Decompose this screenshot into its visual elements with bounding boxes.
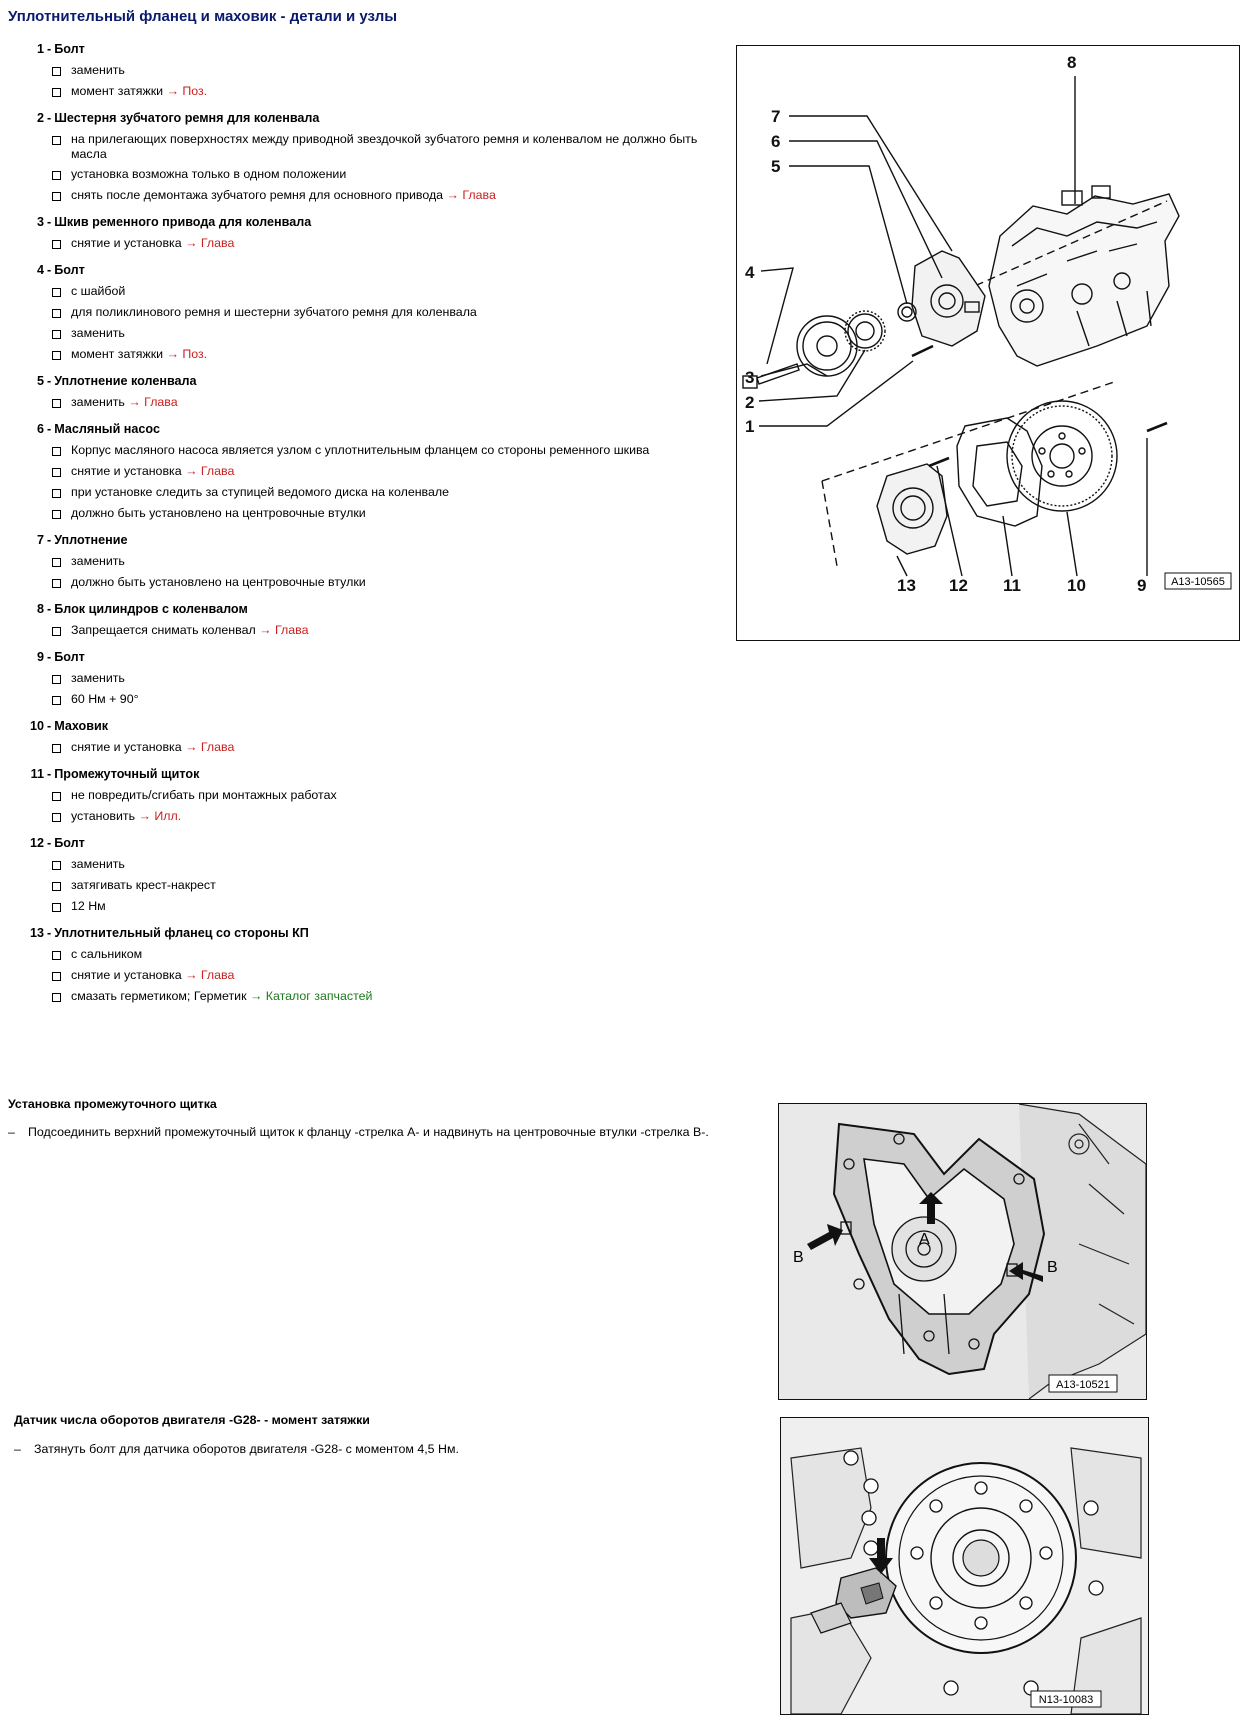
callout-10: 10 — [1067, 576, 1086, 595]
part-number: 8 — [36, 602, 44, 616]
part-heading — [0, 717, 720, 735]
part-note — [0, 132, 720, 162]
part-note — [0, 236, 720, 252]
part-title: Масляный насос — [54, 422, 160, 436]
checkbox-bullet-icon — [52, 675, 61, 684]
part-note-content — [71, 63, 125, 78]
part-note-text: Корпус масляного насоса является узлом с уплотнительным фланцем со стороны ременного шкива — [71, 443, 650, 457]
part-note — [0, 878, 720, 894]
part-separator: - — [47, 111, 52, 125]
checkbox-bullet-icon — [52, 136, 61, 145]
part-title: Уплотнение коленвала — [54, 374, 197, 388]
part-item — [0, 531, 720, 591]
part-heading — [0, 600, 720, 618]
reference-link[interactable]: → Поз. — [166, 347, 208, 361]
label-b-left: B — [793, 1249, 804, 1266]
callout-11: 11 — [1003, 576, 1021, 595]
callout-8: 8 — [1067, 53, 1077, 72]
part-note — [0, 84, 720, 100]
part-note-text: снятие и установка — [71, 968, 182, 982]
part-heading — [0, 261, 720, 279]
checkbox-bullet-icon — [52, 171, 61, 180]
part-heading — [0, 648, 720, 666]
part-note-text: с шайбой — [71, 284, 126, 298]
part-item — [0, 213, 720, 252]
part-number: 5 — [36, 374, 44, 388]
part-note-text: не повредить/сгибать при монтажных работах — [71, 788, 337, 802]
part-heading — [0, 924, 720, 942]
checkbox-bullet-icon — [52, 813, 61, 822]
reference-link[interactable]: → Глава — [185, 740, 235, 754]
part-note-content — [71, 878, 216, 893]
shield-section-heading: Установка промежуточного щитка — [8, 1097, 217, 1111]
checkbox-bullet-icon — [52, 744, 61, 753]
part-separator: - — [47, 263, 52, 277]
part-separator: - — [47, 533, 52, 547]
part-note — [0, 167, 720, 183]
checkbox-bullet-icon — [52, 696, 61, 705]
part-item — [0, 834, 720, 915]
part-note-content — [71, 443, 649, 458]
part-item — [0, 261, 720, 363]
part-title: Уплотнительный фланец со стороны КП — [54, 926, 309, 940]
reference-link[interactable]: → Глава — [446, 188, 496, 202]
part-separator: - — [47, 836, 52, 850]
part-title: Шкив ременного привода для коленвала — [54, 215, 312, 229]
part-note-content — [71, 506, 366, 521]
part-note-text: должно быть установлено на центровочные втулки — [71, 506, 366, 520]
part-note-content — [71, 671, 125, 686]
checkbox-bullet-icon — [52, 67, 61, 76]
part-number: 11 — [30, 767, 44, 781]
part-note-text: снятие и установка — [71, 236, 182, 250]
callout-6: 6 — [771, 132, 781, 151]
part-separator: - — [47, 767, 52, 781]
part-title: Уплотнение — [54, 533, 128, 547]
reference-link[interactable]: → Глава — [185, 464, 235, 478]
part-heading — [0, 420, 720, 438]
part-number: 2 — [36, 111, 44, 125]
callout-5: 5 — [771, 157, 781, 176]
part-heading — [0, 109, 720, 127]
checkbox-bullet-icon — [52, 792, 61, 801]
part-separator: - — [47, 42, 52, 56]
part-note-content — [71, 989, 372, 1004]
part-note-content — [71, 188, 496, 203]
part-note-content — [71, 84, 207, 99]
checkbox-bullet-icon — [52, 468, 61, 477]
part-item — [0, 109, 720, 204]
part-title: Болт — [54, 263, 85, 277]
sensor-instruction-text: Затянуть болт для датчика оборотов двигателя -G28- с моментом 4,5 Нм. — [34, 1442, 459, 1456]
part-title: Болт — [54, 836, 85, 850]
part-note — [0, 809, 720, 825]
figure3-code: N13-10083 — [1038, 1694, 1094, 1706]
part-item — [0, 420, 720, 522]
part-heading — [0, 531, 720, 549]
part-title: Промежуточный щиток — [54, 767, 200, 781]
part-note — [0, 575, 720, 591]
part-separator: - — [47, 926, 52, 940]
part-note-text: Запрещается снимать коленвал — [71, 623, 256, 637]
part-note — [0, 443, 720, 459]
checkbox-bullet-icon — [52, 882, 61, 891]
part-note — [0, 947, 720, 963]
reference-link[interactable]: → Глава — [128, 395, 178, 409]
part-note-text: заменить — [71, 326, 125, 340]
exploded-view-figure — [736, 45, 1240, 641]
part-note-content — [71, 485, 449, 500]
callout-9: 9 — [1137, 576, 1147, 595]
part-note — [0, 788, 720, 804]
part-note-text: смазать герметиком; Герметик — [71, 989, 247, 1003]
callout-2: 2 — [745, 393, 755, 412]
part-heading — [0, 834, 720, 852]
callout-13: 13 — [897, 576, 916, 595]
part-note-text: при установке следить за ступицей ведомого диска на коленвале — [71, 485, 450, 499]
part-note-content — [71, 575, 366, 590]
sensor-section-heading: Датчик числа оборотов двигателя -G28- - момент затяжки — [14, 1413, 370, 1427]
part-number: 1 — [36, 42, 44, 56]
part-number: 3 — [36, 215, 44, 229]
part-note-text: заменить — [71, 857, 125, 871]
checkbox-bullet-icon — [52, 309, 61, 318]
checkbox-bullet-icon — [52, 627, 61, 636]
part-number: 13 — [29, 926, 44, 940]
part-heading — [0, 40, 720, 58]
part-heading — [0, 213, 720, 231]
checkbox-bullet-icon — [52, 510, 61, 519]
part-note-text: 12 Нм — [71, 899, 106, 913]
checkbox-bullet-icon — [52, 330, 61, 339]
part-number: 12 — [29, 836, 44, 850]
part-note-text: с сальником — [71, 947, 143, 961]
checkbox-bullet-icon — [52, 240, 61, 249]
reference-link[interactable]: → Глава — [259, 623, 309, 637]
label-a: A — [919, 1231, 930, 1248]
part-heading — [0, 765, 720, 783]
part-note-content — [71, 809, 181, 824]
part-note-text: момент затяжки — [71, 347, 164, 361]
speed-sensor-figure — [780, 1417, 1149, 1715]
part-note-content — [71, 326, 125, 341]
part-separator: - — [47, 374, 52, 388]
checkbox-bullet-icon — [52, 861, 61, 870]
part-item — [0, 765, 720, 825]
checkbox-bullet-icon — [52, 993, 61, 1002]
part-note — [0, 671, 720, 687]
part-note-text: должно быть установлено на центровочные втулки — [71, 575, 366, 589]
dash-marker: – — [14, 1442, 21, 1456]
part-note — [0, 692, 720, 708]
part-note-text: заменить — [71, 395, 125, 409]
dash-marker: – — [8, 1125, 15, 1139]
part-title: Болт — [54, 42, 85, 56]
part-note-text: снять после демонтажа зубчатого ремня для основного привода — [71, 188, 444, 202]
page-title: Уплотнительный фланец и маховик - детали и узлы — [8, 8, 398, 25]
part-note — [0, 989, 720, 1005]
part-note-content — [71, 236, 234, 251]
speed-sensor-drawing — [781, 1418, 1148, 1714]
callout-4: 4 — [745, 263, 755, 282]
part-note — [0, 464, 720, 480]
part-separator: - — [47, 719, 52, 733]
part-note-content — [71, 968, 234, 983]
callout-7: 7 — [771, 107, 781, 126]
callout-1: 1 — [745, 417, 755, 436]
part-note-text: установка возможна только в одном положении — [71, 167, 347, 181]
part-item — [0, 40, 720, 100]
part-separator: - — [47, 650, 52, 664]
part-note-content — [71, 899, 106, 914]
part-number: 9 — [36, 650, 44, 664]
part-note-content — [71, 284, 125, 299]
checkbox-bullet-icon — [52, 558, 61, 567]
part-note — [0, 899, 720, 915]
shield-instruction — [8, 1125, 768, 1139]
part-note-content — [71, 623, 308, 638]
figure2-code: A13-10521 — [1056, 1379, 1110, 1391]
part-note-text: заменить — [71, 671, 125, 685]
part-note — [0, 326, 720, 342]
reference-link[interactable]: → Глава — [185, 968, 235, 982]
part-note — [0, 305, 720, 321]
part-title: Шестерня зубчатого ремня для коленвала — [54, 111, 320, 125]
part-note — [0, 63, 720, 79]
part-item — [0, 372, 720, 411]
part-note-content — [71, 347, 207, 362]
part-separator: - — [47, 422, 52, 436]
exploded-view-drawing — [737, 46, 1239, 640]
part-item — [0, 924, 720, 1005]
checkbox-bullet-icon — [52, 972, 61, 981]
part-note — [0, 347, 720, 363]
callout-3: 3 — [745, 368, 755, 387]
part-note-text: снятие и установка — [71, 464, 182, 478]
part-note-text: для поликлинового ремня и шестерни зубчатого ремня для коленвала — [71, 305, 477, 319]
part-note-content — [71, 947, 142, 962]
part-note-content — [71, 857, 125, 872]
part-item — [0, 717, 720, 756]
checkbox-bullet-icon — [52, 351, 61, 360]
part-note-content — [71, 740, 234, 755]
shield-installation-figure — [778, 1103, 1147, 1400]
reference-link[interactable]: → Глава — [185, 236, 235, 250]
checkbox-bullet-icon — [52, 88, 61, 97]
part-note — [0, 968, 720, 984]
part-item — [0, 600, 720, 639]
part-note — [0, 284, 720, 300]
part-number: 7 — [36, 533, 44, 547]
part-note-content — [71, 554, 125, 569]
label-b-right: B — [1047, 1259, 1058, 1276]
part-note-content — [71, 132, 720, 162]
part-note — [0, 188, 720, 204]
part-note-text: установить — [71, 809, 136, 823]
part-title: Блок цилиндров с коленвалом — [54, 602, 248, 616]
parts-list — [0, 40, 720, 1014]
part-note-content — [71, 464, 234, 479]
part-number: 10 — [29, 719, 44, 733]
part-separator: - — [47, 215, 52, 229]
part-note — [0, 506, 720, 522]
shield-installation-drawing — [779, 1104, 1146, 1399]
part-note — [0, 857, 720, 873]
part-title: Болт — [54, 650, 85, 664]
part-title: Маховик — [54, 719, 109, 733]
part-note-content — [71, 692, 139, 707]
checkbox-bullet-icon — [52, 192, 61, 201]
part-item — [0, 648, 720, 708]
part-heading — [0, 372, 720, 390]
part-note-content — [71, 167, 346, 182]
checkbox-bullet-icon — [52, 288, 61, 297]
part-number: 6 — [36, 422, 44, 436]
part-note-text: заменить — [71, 554, 125, 568]
part-note-text: заменить — [71, 63, 125, 77]
checkbox-bullet-icon — [52, 903, 61, 912]
sensor-instruction — [14, 1442, 754, 1456]
checkbox-bullet-icon — [52, 399, 61, 408]
part-note — [0, 395, 720, 411]
part-note-content — [71, 305, 477, 320]
part-note-text: момент затяжки — [71, 84, 164, 98]
part-separator: - — [47, 602, 52, 616]
part-note — [0, 623, 720, 639]
part-note-text: 60 Нм + 90° — [71, 692, 139, 706]
part-number: 4 — [36, 263, 44, 277]
part-note-content — [71, 788, 337, 803]
callout-12: 12 — [949, 576, 968, 595]
reference-link[interactable]: → Каталог запчастей — [249, 989, 373, 1003]
reference-link[interactable]: → Илл. — [138, 809, 182, 823]
reference-link[interactable]: → Поз. — [166, 84, 208, 98]
part-note-content — [71, 395, 178, 410]
shield-instruction-text: Подсоединить верхний промежуточный щиток к фланцу -стрелка А- и надвинуть на центровочные втулки -стрелка В-. — [28, 1125, 709, 1139]
checkbox-bullet-icon — [52, 951, 61, 960]
checkbox-bullet-icon — [52, 447, 61, 456]
part-note — [0, 740, 720, 756]
figure1-code: A13-10565 — [1171, 576, 1225, 588]
part-note-text: затягивать крест-накрест — [71, 878, 216, 892]
part-note — [0, 554, 720, 570]
part-note-text: на прилегающих поверхностях между приводной звездочкой зубчатого ремня и коленвалом не должно быть масла — [71, 132, 698, 161]
checkbox-bullet-icon — [52, 489, 61, 498]
part-note-text: снятие и установка — [71, 740, 182, 754]
checkbox-bullet-icon — [52, 579, 61, 588]
part-note — [0, 485, 720, 501]
